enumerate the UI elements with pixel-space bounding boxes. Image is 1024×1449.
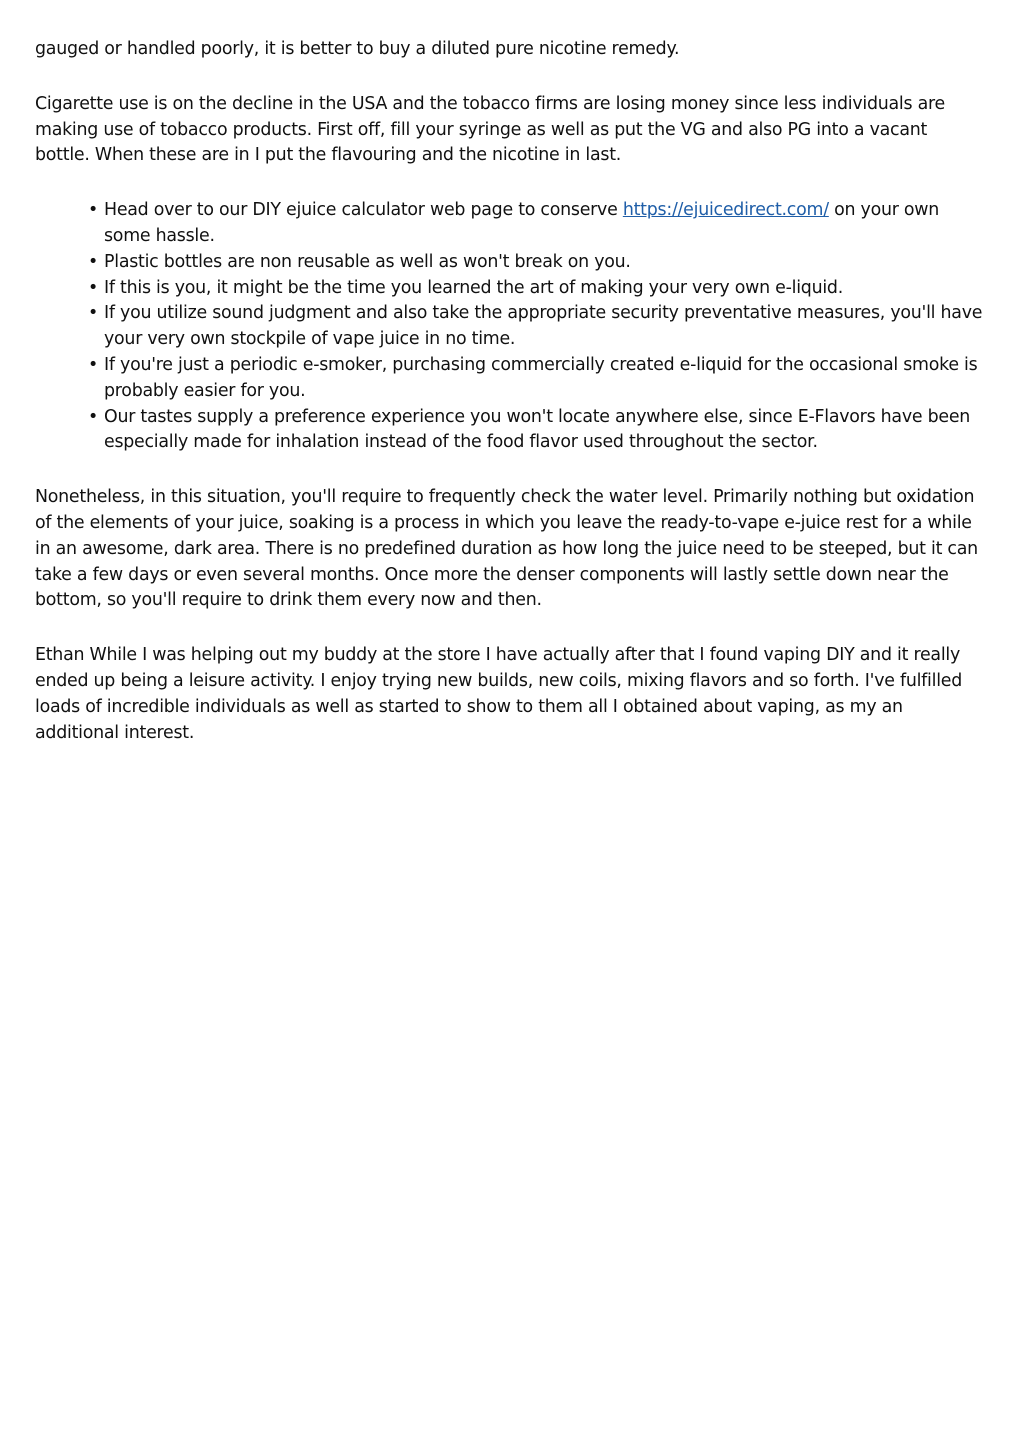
paragraph-cigarette: Cigarette use is on the decline in the USA and the tobacco firms are losing money since less individuals are making use of tobacco products. First off, fill your syringe as well as put the VG and also PG into a vacant bottle. When these are in I put the flavouring and the nicotine in last. (35, 93, 945, 166)
list-item-text: on your own some hassle. (104, 200, 940, 246)
list-item: • If this is you, it might be the time you learned the art of making your very own e-liquid. (104, 276, 985, 302)
list-item: • If you're just a periodic e-smoker, purchasing commercially created e-liquid for the occasional smoke is probably easier for you. (104, 353, 985, 405)
list-item: • Our tastes supply a preference experience you won't locate anywhere else, since E-Flavors have been especially made for inhalation instead of the food flavor used throughout the sector. (104, 405, 985, 457)
list-item: • If you utilize sound judgment and also take the appropriate security preventative measures, you'll have your very own stockpile of vape juice in no time. (104, 301, 985, 353)
paragraph-ethan: Ethan While I was helping out my buddy at the store I have actually after that I found vaping DIY and it really ended up being a leisure activity. I enjoy trying new builds, new coils, mixing flavors and so forth. I've fulfilled loads of incredible individuals as well as started to show to them all I obtained about vaping, as my an additional interest. (35, 645, 963, 743)
list-item: • Plastic bottles are non reusable as well as won't break on you. (104, 250, 985, 276)
bullet-list (35, 198, 985, 456)
list-item (104, 198, 985, 250)
paragraph-nonetheless: Nonetheless, in this situation, you'll require to frequently check the water level. Primarily nothing but oxidation of the elements of your juice, soaking is a process in which you leave the ready-to-vape e-juice rest for a while in an awesome, dark area. There is no predefined duration as how long the juice need to be steeped, but it can take a few days or even several months. Once more the denser components will lastly settle down near the bottom, so you'll require to drink them every now and then. (35, 487, 978, 611)
paragraph-intro: gauged or handled poorly, it is better to buy a diluted pure nicotine remedy. (35, 39, 680, 59)
list-item-text: Head over to our DIY ejuice calculator web page to conserve (104, 200, 623, 221)
ejuicedirect-link[interactable]: https://ejuicedirect.com/ (622, 200, 829, 221)
document-page (35, 37, 985, 775)
